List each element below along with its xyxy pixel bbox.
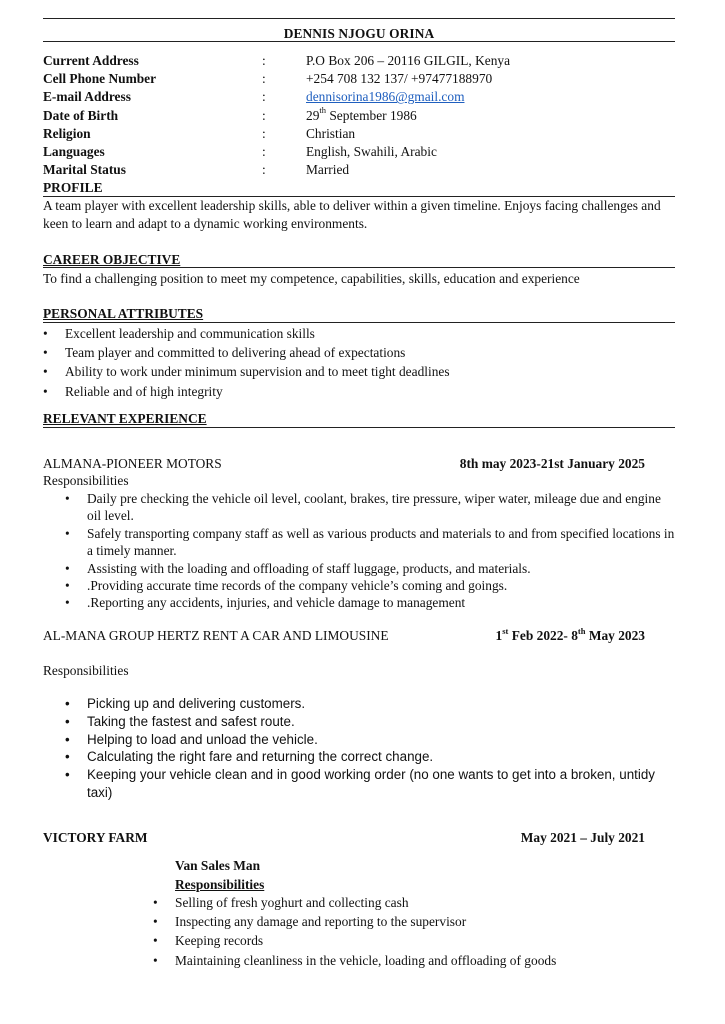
list-item: • Ability to work under minimum supervision and to meet tight deadlines — [43, 362, 675, 381]
job-dates: 8th may 2023-21st January 2025 — [459, 456, 645, 471]
profile-heading: PROFILE — [43, 180, 103, 195]
info-value — [306, 107, 417, 125]
info-row-religion — [43, 125, 675, 143]
info-colon: : — [262, 162, 266, 178]
dob-day: 29 — [306, 107, 320, 123]
info-value: Christian — [306, 125, 356, 141]
career-text: To find a challenging position to meet my competence, capabilities, skills, education and experience — [43, 271, 580, 286]
job-header — [43, 455, 645, 473]
list-item: • Picking up and delivering customers. — [65, 695, 675, 713]
list-item: • Excellent leadership and communication skills — [43, 324, 675, 343]
list-item: • Taking the fastest and safest route. — [65, 713, 675, 731]
info-value — [306, 88, 464, 106]
attributes-heading: PERSONAL ATTRIBUTES — [43, 306, 204, 321]
info-colon: : — [262, 71, 266, 87]
list-item: • Keeping your vehicle clean and in good working order (no one wants to get into a broken, untidy taxi) — [65, 766, 675, 802]
info-label: Marital Status — [43, 162, 126, 178]
info-row-marital — [43, 161, 675, 179]
list-item: • .Reporting any accidents, injuries, and vehicle damage to management — [65, 594, 675, 611]
name-rule — [43, 41, 675, 42]
list-item: • Safely transporting company staff as well as various products and materials to and from specified locations in a timely manner. — [65, 525, 675, 560]
info-colon: : — [262, 143, 266, 159]
info-label: Religion — [43, 125, 91, 141]
info-value: P.O Box 206 – 20116 GILGIL, Kenya — [306, 53, 511, 68]
dob-suffix: th — [319, 105, 327, 116]
info-value: Married — [306, 162, 350, 178]
contact-info — [43, 52, 675, 179]
list-item: • Inspecting any damage and reporting to the supervisor — [153, 912, 673, 931]
job-responsibilities — [153, 893, 673, 970]
job-company: ALMANA-PIONEER MOTORS — [43, 456, 222, 471]
experience-heading: RELEVANT EXPERIENCE — [43, 411, 207, 426]
info-label: Current Address — [43, 53, 139, 68]
info-colon: : — [262, 107, 266, 123]
info-colon: : — [262, 125, 266, 141]
list-item: • .Providing accurate time records of the company vehicle’s coming and goings. — [65, 577, 675, 594]
job-dates — [496, 627, 645, 645]
job-responsibilities — [65, 490, 675, 612]
date-part: Feb 2022- 8 — [508, 628, 578, 643]
email-link[interactable]: dennisorina1986@gmail.com — [306, 89, 465, 105]
list-item: • Calculating the right fare and returning the correct change. — [65, 748, 675, 766]
attributes-rule — [43, 322, 675, 323]
experience-rule — [43, 427, 675, 428]
job-company: AL-MANA GROUP HERTZ RENT A CAR AND LIMOUSINE — [43, 628, 389, 643]
info-label: Date of Birth — [43, 107, 119, 123]
attributes-list — [43, 324, 675, 401]
info-value: English, Swahili, Arabic — [306, 143, 437, 159]
info-row-dob — [43, 107, 675, 125]
list-item: • Assisting with the loading and offloading of staff luggage, products, and materials. — [65, 560, 675, 577]
info-colon: : — [262, 53, 266, 68]
date-suffix: st — [502, 625, 509, 636]
job-dates: May 2021 – July 2021 — [520, 830, 645, 845]
info-label: Languages — [43, 143, 105, 159]
job-responsibilities — [65, 695, 675, 802]
list-item: • Daily pre checking the vehicle oil level, coolant, brakes, tire pressure, wiper water, mileage due and engine oil level. — [65, 490, 675, 525]
info-colon: : — [262, 89, 266, 105]
date-part: 1 — [495, 628, 503, 643]
list-item: • Keeping records — [153, 931, 673, 950]
info-value: +254 708 132 137/ +97477188970 — [306, 71, 493, 87]
career-heading: CAREER OBJECTIVE — [43, 252, 181, 267]
candidate-name: DENNIS NJOGU ORINA — [283, 26, 435, 41]
responsibilities-label: Responsibilities — [43, 473, 129, 488]
career-rule — [43, 267, 675, 268]
job-header — [43, 627, 645, 645]
info-row-email — [43, 88, 675, 106]
list-item: • Helping to load and unload the vehicle. — [65, 731, 675, 749]
list-item: • Team player and committed to delivering ahead of expectations — [43, 343, 675, 362]
info-row-address — [43, 52, 675, 70]
profile-text: A team player with excellent leadership skills, able to deliver within a given timeline. Enjoys facing challenges and keen to learn and adapt to a dynamic working environments. — [43, 198, 661, 231]
info-label: Cell Phone Number — [43, 71, 157, 87]
list-item: • Reliable and of high integrity — [43, 382, 675, 401]
job-company: VICTORY FARM — [43, 830, 148, 845]
dob-rest: September 1986 — [326, 107, 417, 123]
date-part: May 2023 — [585, 628, 645, 643]
info-row-phone — [43, 70, 675, 88]
list-item: • Maintaining cleanliness in the vehicle, loading and offloading of goods — [153, 951, 673, 970]
info-label: E-mail Address — [43, 89, 131, 105]
top-rule — [43, 18, 675, 19]
responsibilities-label: Responsibilities — [43, 663, 129, 678]
responsibilities-label: Responsibilities — [175, 877, 265, 892]
job-header — [43, 829, 645, 847]
job-role: Van Sales Man — [175, 858, 261, 873]
info-row-languages — [43, 143, 675, 161]
list-item: • Selling of fresh yoghurt and collecting cash — [153, 893, 673, 912]
date-suffix: th — [577, 625, 586, 636]
